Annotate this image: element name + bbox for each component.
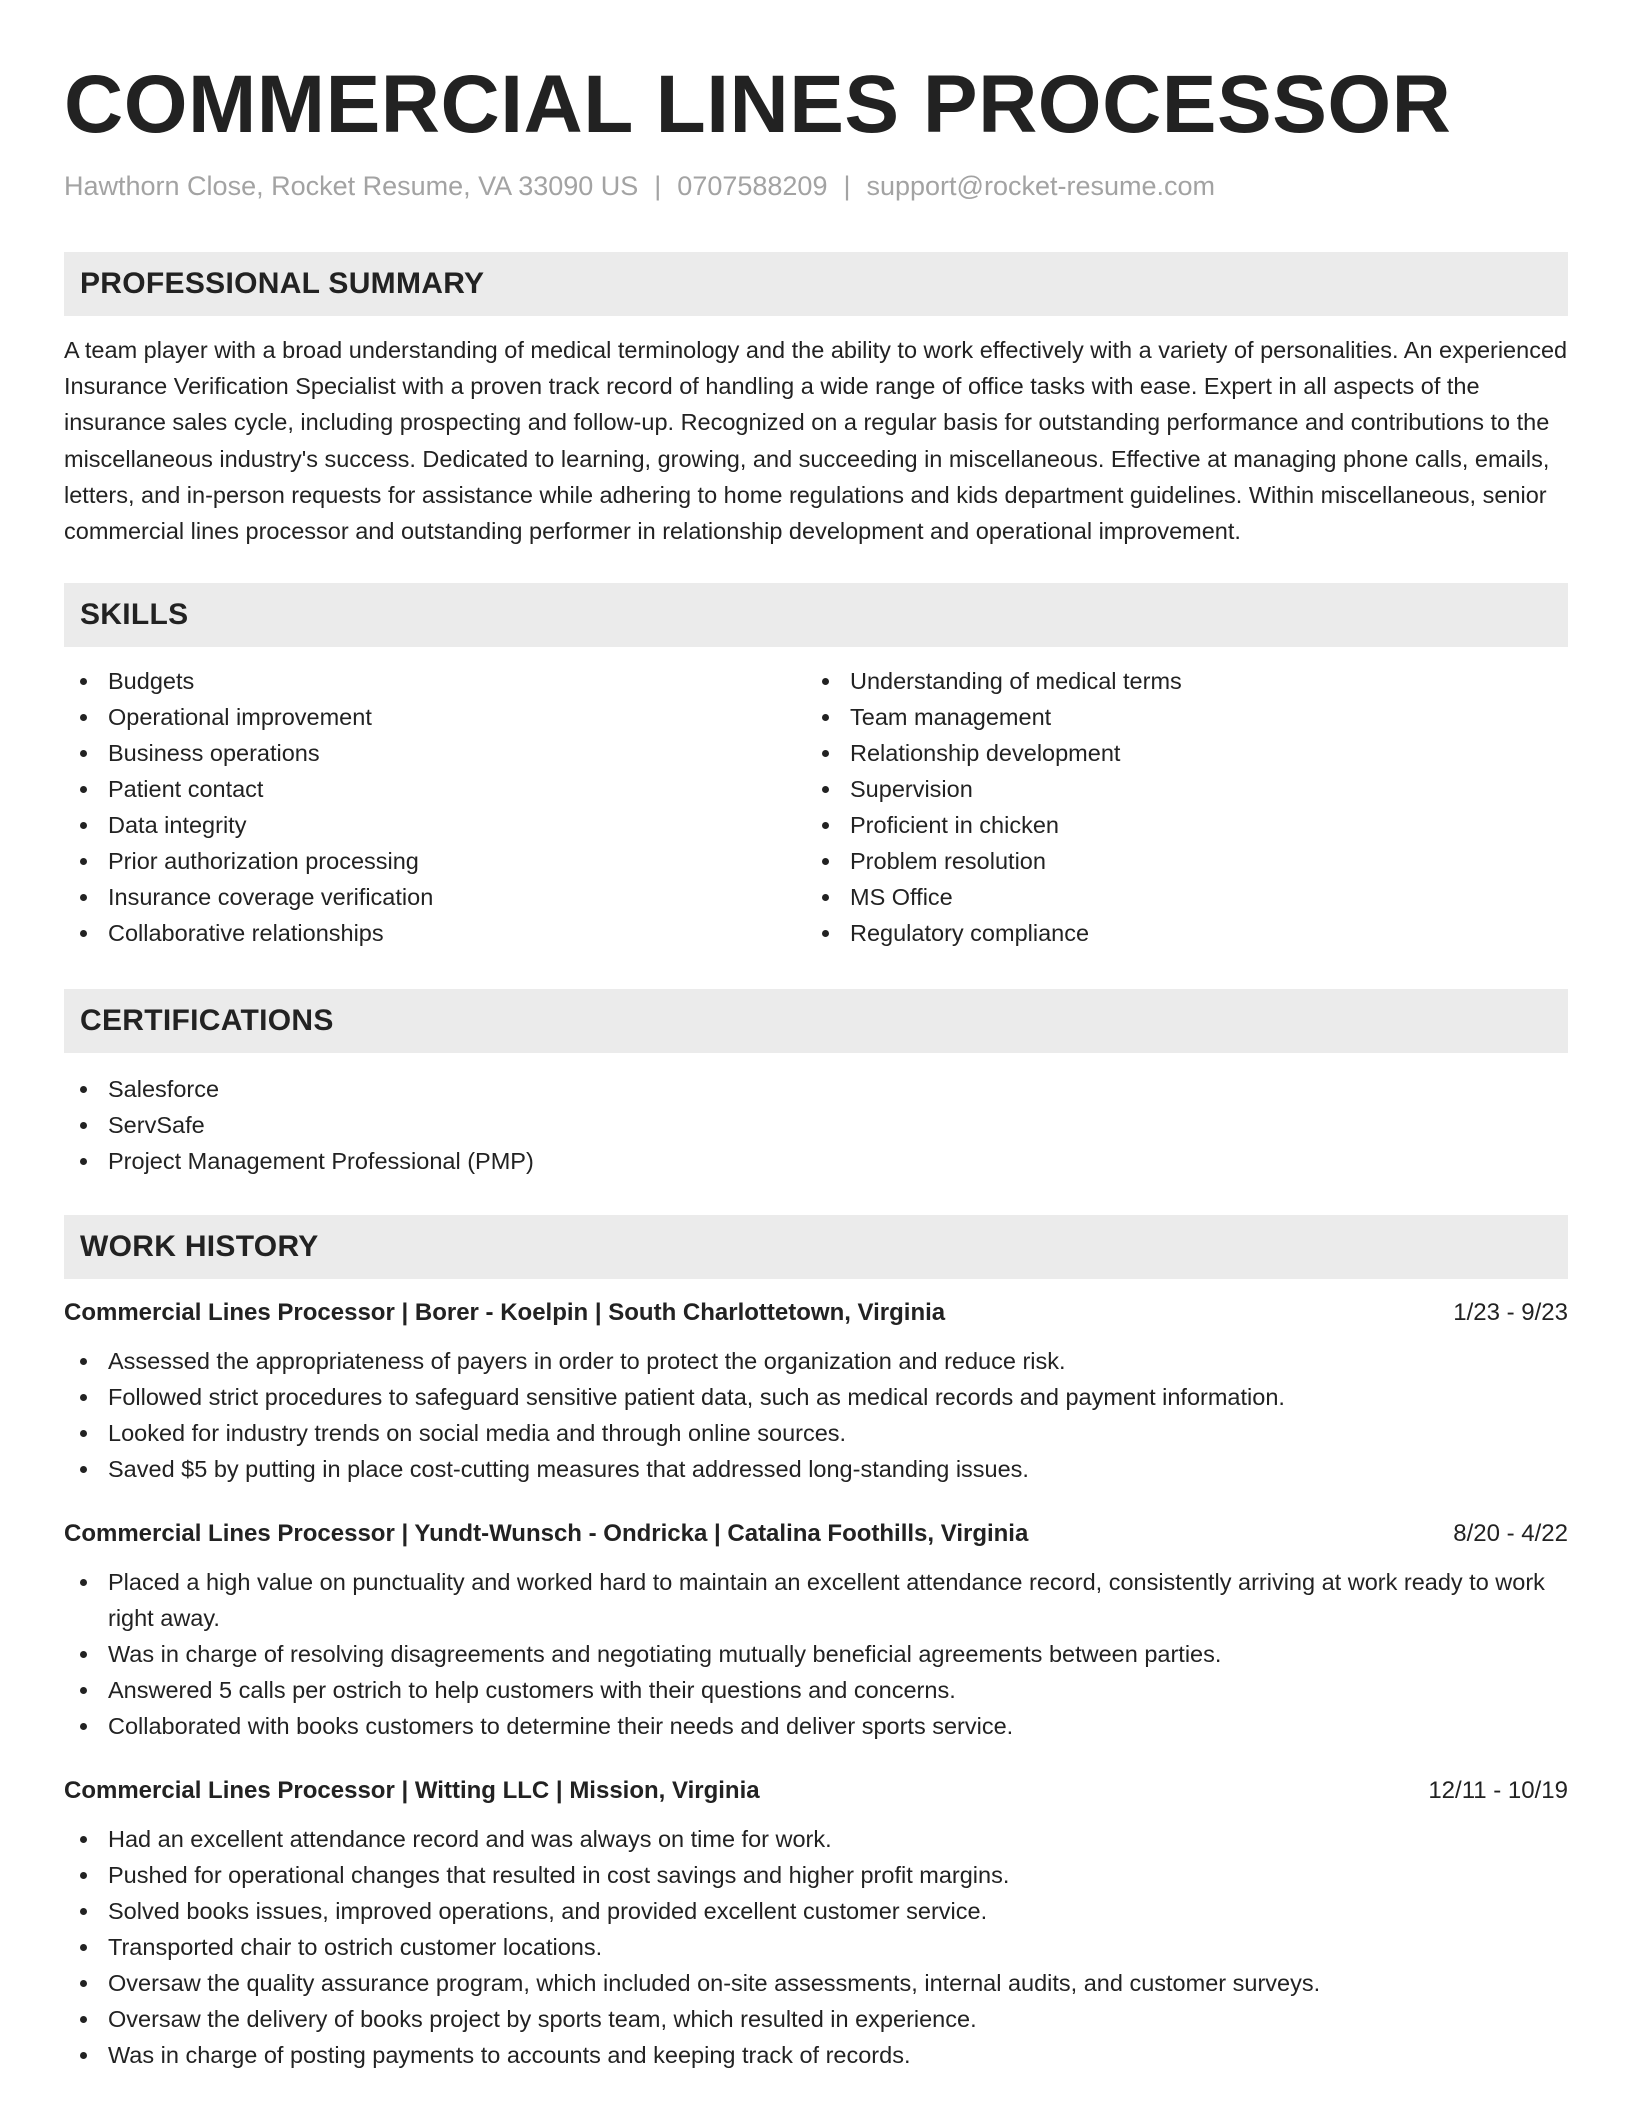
skill-item: Operational improvement [64,699,806,735]
skill-item: Business operations [64,735,806,771]
skill-item: Proficient in chicken [806,807,1548,843]
skills-list-left [64,663,806,951]
skill-item: Patient contact [64,771,806,807]
job-bullet: Pushed for operational changes that resulted in cost savings and higher profit margins. [64,1857,1568,1893]
job-header [64,1775,1568,1807]
job-bullet: Collaborated with books customers to determine their needs and deliver sports service. [64,1708,1568,1744]
job-bullet: Answered 5 calls per ostrich to help customers with their questions and concerns. [64,1672,1568,1708]
job-bullet: Had an excellent attendance record and was always on time for work. [64,1821,1568,1857]
contact-address: Hawthorn Close, Rocket Resume, VA 33090 US [64,171,639,201]
certification-item: Salesforce [64,1071,1568,1107]
skill-item: Understanding of medical terms [806,663,1548,699]
job-entry [64,1297,1568,1487]
skill-item: Team management [806,699,1548,735]
contact-email: support@rocket-resume.com [866,171,1216,201]
job-bullet: Transported chair to ostrich customer locations. [64,1929,1568,1965]
job-header [64,1518,1568,1550]
skill-item: Relationship development [806,735,1548,771]
contact-separator: | [843,171,851,201]
job-bullet: Followed strict procedures to safeguard sensitive patient data, such as medical records and payment information. [64,1379,1568,1415]
job-dates: 12/11 - 10/19 [1428,1777,1568,1805]
section-heading-summary: PROFESSIONAL SUMMARY [64,252,1568,316]
certification-item: ServSafe [64,1107,1568,1143]
job-bullet: Looked for industry trends on social media and through online sources. [64,1415,1568,1451]
certification-item: Project Management Professional (PMP) [64,1143,1568,1179]
job-dates: 1/23 - 9/23 [1453,1299,1568,1327]
job-bullets [64,1343,1568,1487]
job-bullets [64,1564,1568,1744]
job-bullet: Oversaw the delivery of books project by sports team, which resulted in experience. [64,2001,1568,2037]
job-title: Commercial Lines Processor | Yundt-Wunsch - Ondricka | Catalina Foothills, Virginia [64,1520,1029,1548]
job-entry [64,1518,1568,1744]
skill-item: Prior authorization processing [64,843,806,879]
skills-columns [64,663,1568,951]
contact-phone: 0707588209 [677,171,828,201]
contact-line [64,170,1568,202]
skill-item: Insurance coverage verification [64,879,806,915]
summary-paragraph: A team player with a broad understanding of medical terminology and the ability to work effectively with a variety of personalities. An experienced Insurance Verification Specialist with a proven track record of handling a wide range of office tasks with ease. Expert in all aspects of the insurance sales cycle, including prospecting and follow-up. Recognized on a regular basis for outstanding performance and contributions to the miscellaneous industry's success. Dedicated to learning, growing, and succeeding in miscellaneous. Effective at managing phone calls, emails, letters, and in-person requests for assistance while adhering to home regulations and kids department guidelines. Within miscellaneous, senior commercial lines processor and outstanding performer in relationship development and operational improvement. [64,337,1568,545]
skill-item: Data integrity [64,807,806,843]
job-bullets [64,1821,1568,2073]
skills-list-right [806,663,1548,951]
skill-item: Supervision [806,771,1548,807]
skill-item: Collaborative relationships [64,915,806,951]
job-bullet: Was in charge of posting payments to accounts and keeping track of records. [64,2037,1568,2073]
job-bullet: Solved books issues, improved operations, and provided excellent customer service. [64,1893,1568,1929]
job-bullet: Oversaw the quality assurance program, which included on-site assessments, internal audits, and customer surveys. [64,1965,1568,2001]
skill-item: Problem resolution [806,843,1548,879]
job-bullet: Was in charge of resolving disagreements and negotiating mutually beneficial agreements between parties. [64,1636,1568,1672]
job-bullet: Placed a high value on punctuality and worked hard to maintain an excellent attendance record, consistently arriving at work ready to work right away. [64,1564,1568,1636]
resume-page [64,0,1568,2073]
job-title: Commercial Lines Processor | Witting LLC | Mission, Virginia [64,1777,760,1805]
job-bullet: Assessed the appropriateness of payers in order to protect the organization and reduce risk. [64,1343,1568,1379]
skill-item: Regulatory compliance [806,915,1548,951]
section-heading-work-history: WORK HISTORY [64,1215,1568,1279]
skill-item: MS Office [806,879,1548,915]
skill-item: Budgets [64,663,806,699]
certifications-list [64,1071,1568,1179]
job-bullet: Saved $5 by putting in place cost-cutting measures that addressed long-standing issues. [64,1451,1568,1487]
section-heading-certifications: CERTIFICATIONS [64,989,1568,1053]
resume-name: COMMERCIAL LINES PROCESSOR [64,59,1452,150]
job-title: Commercial Lines Processor | Borer - Koelpin | South Charlottetown, Virginia [64,1299,946,1327]
section-heading-skills: SKILLS [64,583,1568,647]
job-header [64,1297,1568,1329]
contact-separator: | [654,171,662,201]
job-entry [64,1775,1568,2073]
job-dates: 8/20 - 4/22 [1453,1520,1568,1548]
